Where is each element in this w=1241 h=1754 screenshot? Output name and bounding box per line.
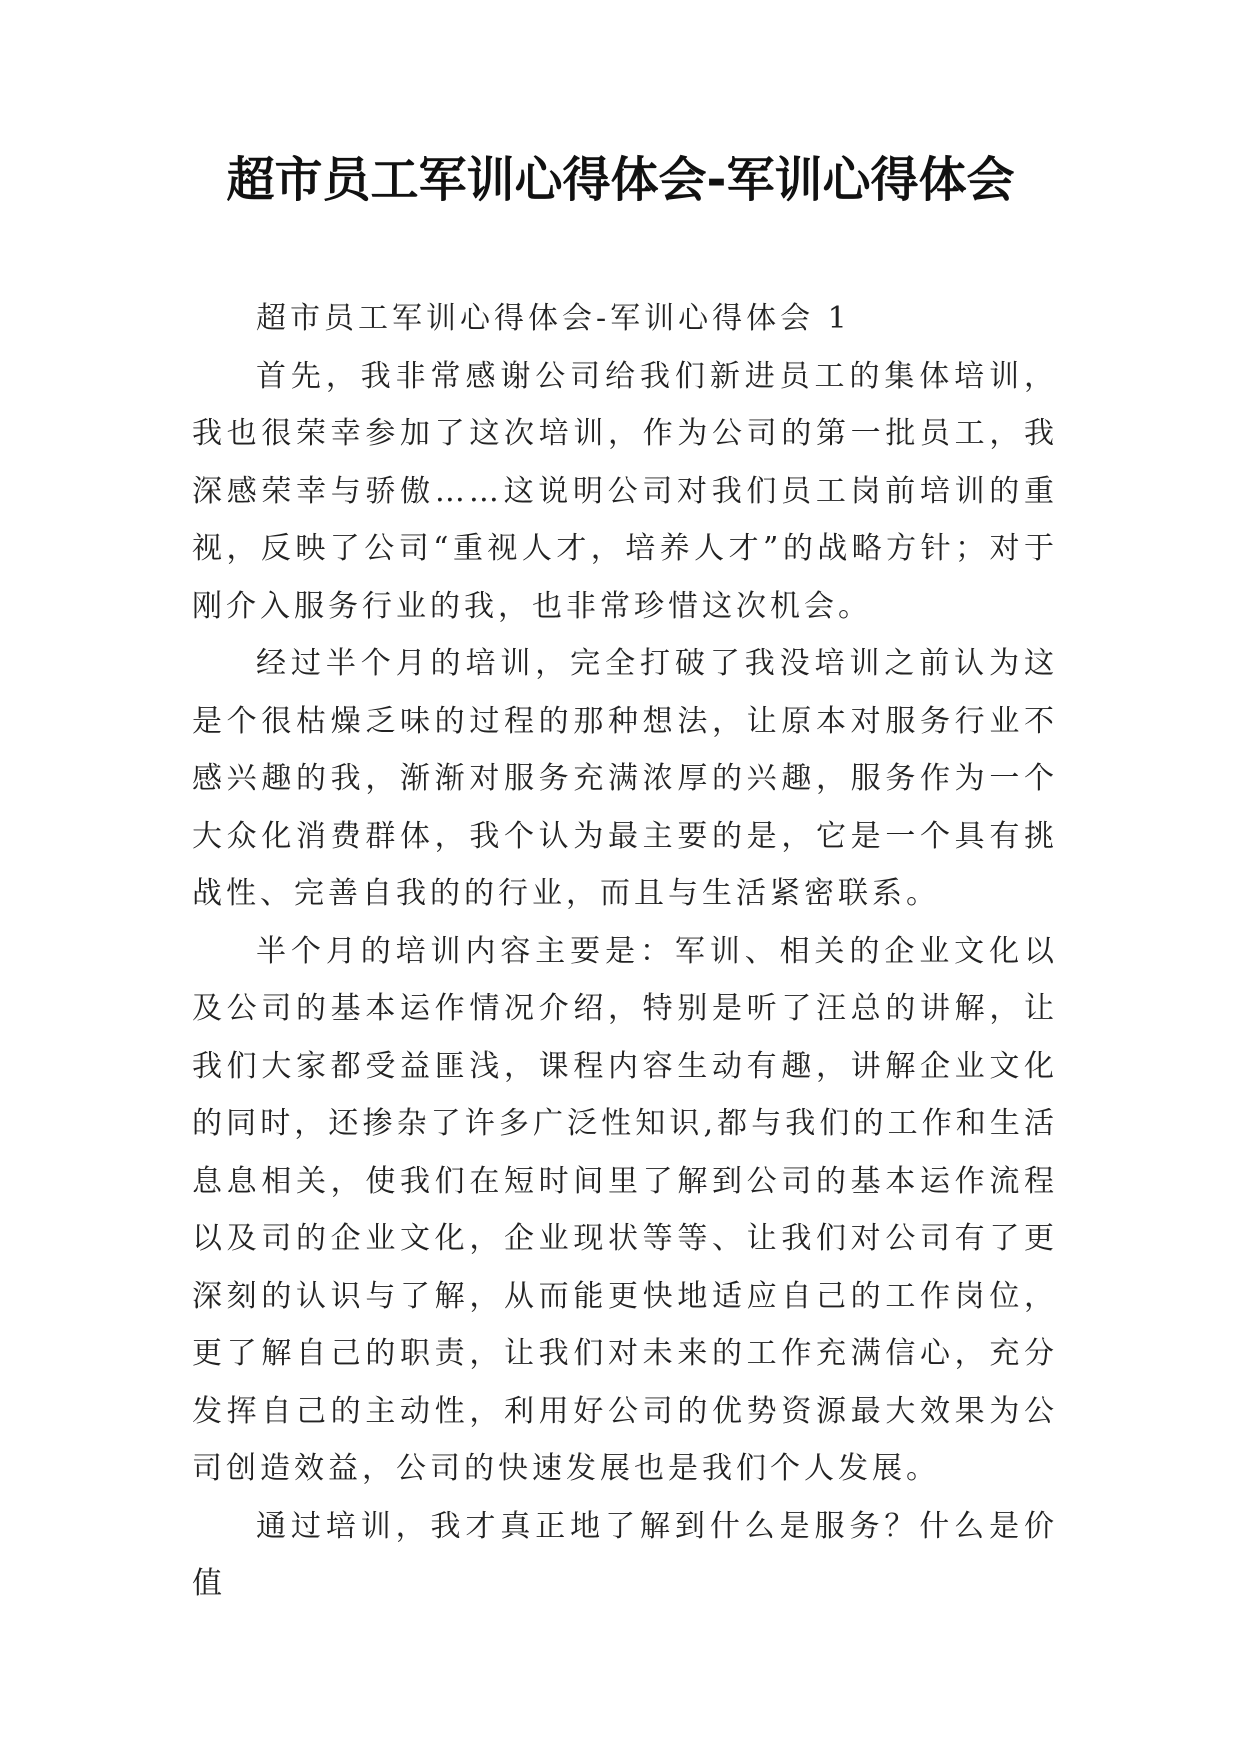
document-title: 超市员工军训心得体会-军训心得体会 xyxy=(226,152,1015,208)
paragraph-2: 经过半个月的培训，完全打破了我没培训之前认为这是个很枯燥乏味的过程的那种想法，让原本对服务行业不感兴趣的我，渐渐对服务充满浓厚的兴趣，服务作为一个大众化消费群体，我个认为最主要的是，它是一个具有挑战性、完善自我的的行业，而且与生活紧密联系。 xyxy=(192,646,1058,911)
paragraph-3: 半个月的培训内容主要是：军训、相关的企业文化以及公司的基本运作情况介绍，特别是听了汪总的讲解，让我们大家都受益匪浅，课程内容生动有趣，讲解企业文化的同时，还掺杂了许多广泛性知识,都与我们的工作和生活息息相关，使我们在短时间里了解到公司的基本运作流程以及司的企业文化，企业现状等等、让我们对公司有了更深刻的认识与了解，从而能更快地适应自己的工作岗位，更了解自己的职责，让我们对未来的工作充满信心，充分发挥自己的主动性，利用好公司的优势资源最大效果为公司创造效益，公司的快速发展也是我们个人发展。 xyxy=(192,933,1058,1486)
section-heading: 超市员工军训心得体会-军训心得体会 1 xyxy=(256,301,851,336)
paragraph-1: 首先，我非常感谢公司给我们新进员工的集体培训，我也很荣幸参加了这次培训，作为公司的第一批员工，我深感荣幸与骄傲……这说明公司对我们员工岗前培训的重视，反映了公司“重视人才，培养人才”的战略方针；对于刚介入服务行业的我，也非常珍惜这次机会。 xyxy=(192,358,1058,624)
document-body xyxy=(192,290,1058,1613)
paragraph-4: 通过培训，我才真正地了解到什么是服务？什么是价值 xyxy=(192,1508,1058,1601)
